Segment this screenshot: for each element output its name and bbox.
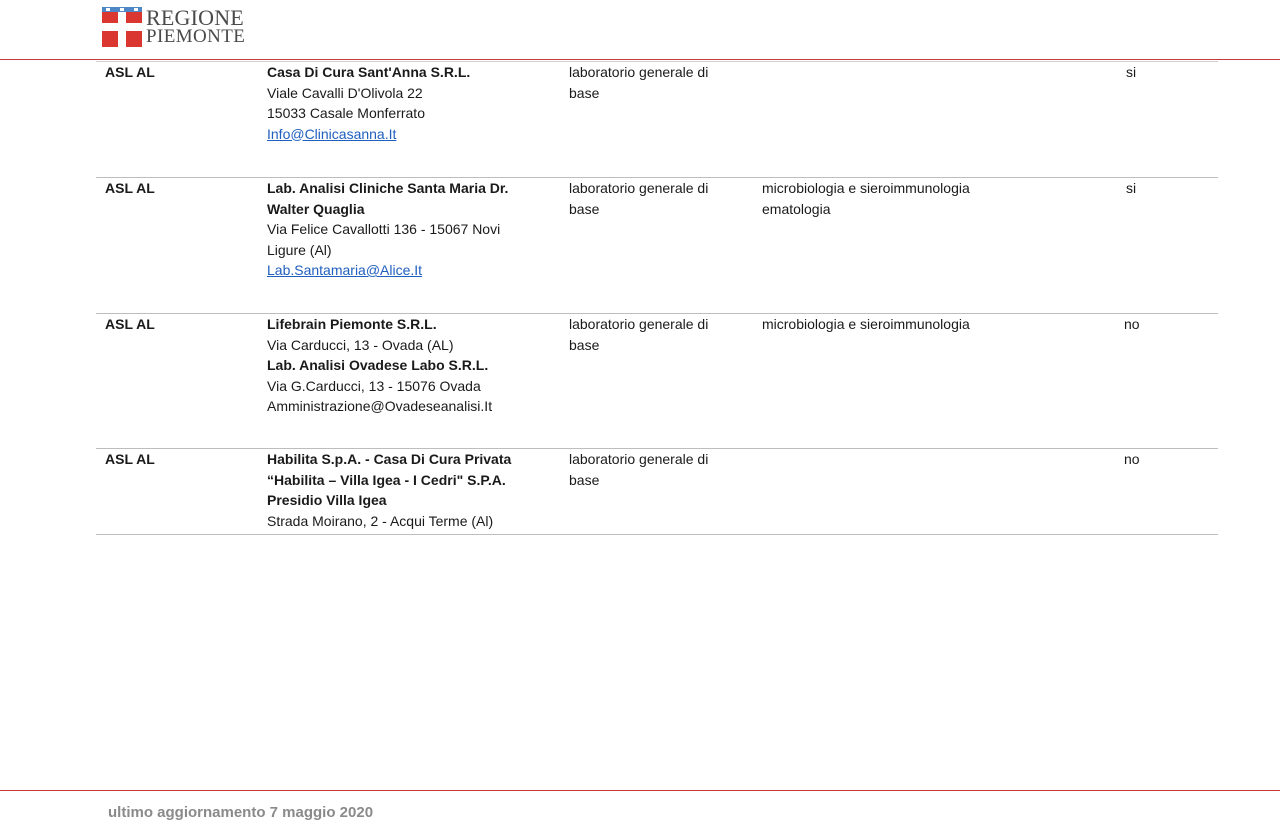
structure-address: Strada Moirano, 2 - Acqui Terme (Al) <box>267 512 494 529</box>
structure-address: Viale Cavalli D'Olivola 22 <box>267 84 423 101</box>
logo-line-2: PIEMONTE <box>146 26 246 47</box>
structure-cell <box>267 314 557 417</box>
flag-cell: si <box>1125 64 1137 80</box>
table-row <box>96 178 1218 314</box>
asl-cell: ASL AL <box>105 180 155 196</box>
logo-wordmark <box>146 5 246 47</box>
piemonte-flag-icon <box>102 7 142 47</box>
asl-cell: ASL AL <box>105 64 155 80</box>
structure-name: Lab. Analisi Cliniche Santa Maria Dr. Walter Quaglia <box>267 180 509 217</box>
header-divider <box>0 59 1280 60</box>
lab-type-cell: laboratorio generale di base <box>569 316 709 353</box>
specialty-cell <box>762 178 1062 219</box>
structure-cell <box>267 62 542 144</box>
structure-name-secondary: Lab. Analisi Ovadese Labo S.R.L. <box>267 357 489 373</box>
structure-email-link[interactable]: Lab.Santamaria@Alice.It <box>267 262 423 278</box>
regione-piemonte-logo <box>102 7 245 47</box>
structure-name: “Habilita – Villa Igea - I Cedri" S.P.A. <box>267 471 506 488</box>
structure-name: Presidio Villa Igea <box>267 492 387 508</box>
lab-type-cell: laboratorio generale di base <box>569 180 709 217</box>
structure-name: Casa Di Cura Sant'Anna S.R.L. <box>267 64 471 80</box>
table-row <box>96 449 1218 535</box>
table-row <box>96 62 1218 178</box>
footer-divider <box>0 790 1280 791</box>
structure-name: Habilita S.p.A. - Casa Di Cura Privata <box>267 451 512 467</box>
structure-email: Amministrazione@Ovadeseanalisi.It <box>267 398 493 414</box>
flag-cell: no <box>1124 451 1140 467</box>
structure-email-link[interactable]: Info@Clinicasanna.It <box>267 125 397 142</box>
specialty-cell: microbiologia e sieroimmunologia <box>762 316 970 332</box>
structure-name: Lifebrain Piemonte S.R.L. <box>267 316 437 332</box>
logo-line-1: REGIONE <box>146 5 244 30</box>
structure-address: Via Carducci, 13 - Ovada (AL) <box>267 336 454 353</box>
flag-cell: no <box>1124 316 1140 332</box>
laboratory-table <box>96 62 1218 535</box>
specialty-line: microbiologia e sieroimmunologia <box>762 180 970 196</box>
specialty-line: ematologia <box>762 200 831 217</box>
table-row <box>96 314 1218 449</box>
asl-cell: ASL AL <box>105 451 155 467</box>
structure-cell <box>267 178 542 281</box>
asl-cell: ASL AL <box>105 316 155 332</box>
last-updated-footer: ultimo aggiornamento 7 maggio 2020 <box>108 804 374 821</box>
structure-address: Via Felice Cavallotti 136 - 15067 Novi Ligure (Al) <box>267 221 501 258</box>
structure-address-secondary: Via G.Carducci, 13 - 15076 Ovada <box>267 377 481 394</box>
lab-type-cell: laboratorio generale di base <box>569 64 709 101</box>
lab-type-cell: laboratorio generale di base <box>569 451 709 488</box>
structure-cell <box>267 449 557 531</box>
structure-city: 15033 Casale Monferrato <box>267 105 425 121</box>
flag-cell: si <box>1125 180 1137 196</box>
